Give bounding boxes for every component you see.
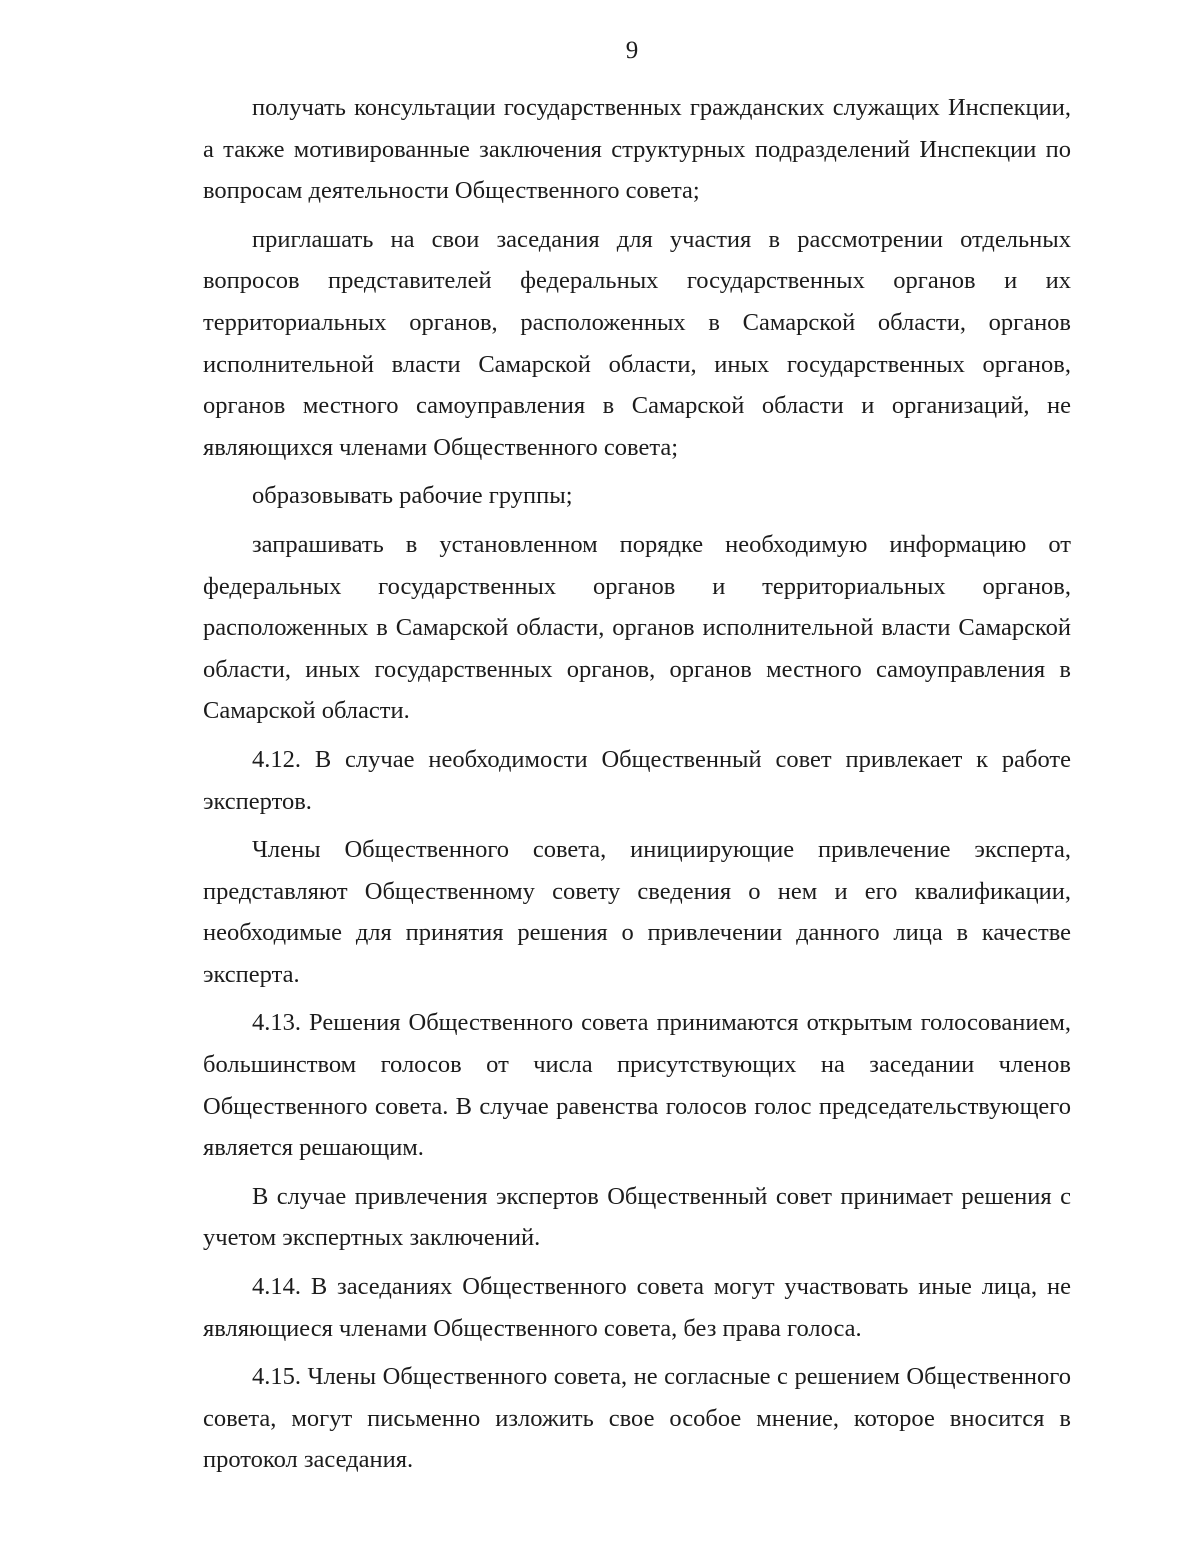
paragraph-working-groups: образовывать рабочие группы;: [252, 482, 573, 510]
paragraph-4-12: 4.12. В случае необходимости Общественный совет привлекает к работе экспертов.: [203, 745, 1071, 815]
paragraph-expert-conclusions: В случае привлечения экспертов Общественный совет принимает решения с учетом экспертных заключений.: [203, 1182, 1071, 1252]
paragraph-4-13: 4.13. Решения Общественного совета принимаются открытым голосованием, большинством голосов от числа присутствующих на заседании членов Общественного совета. В случае равенства голосов голос председательствующего является решающим.: [203, 1009, 1071, 1162]
paragraph-4-14: 4.14. В заседаниях Общественного совета могут участвовать иные лица, не являющиеся членами Общественного совета, без права голоса.: [203, 1273, 1071, 1342]
paragraph-consultations: получать консультации государственных гражданских служащих Инспекции, а также мотивированные заключения структурных подразделений Инспекции по вопросам деятельности Общественного совета;: [203, 94, 1071, 205]
paragraph-4-15: 4.15. Члены Общественного совета, не согласные с решением Общественного совета, могут письменно изложить свое особое мнение, которое вносится в протокол заседания.: [203, 1363, 1071, 1474]
paragraph-expert-info: Члены Общественного совета, инициирующие привлечение эксперта, представляют Общественному совету сведения о нем и его квалификации, необходимые для принятия решения о привлечении данного лица в качестве эксперта.: [203, 836, 1071, 988]
paragraph-invite-representatives: приглашать на свои заседания для участия в рассмотрении отдельных вопросов представителей федеральных государственных органов и их территориальных органов, расположенных в Самарской области, органов исполнительной власти Самарской области, иных государственных органов, органов местного самоуправления в Самарской области и организаций, не являющихся членами Общественного совета;: [203, 225, 1071, 461]
document-body: [203, 87, 1071, 1488]
page-number: 9: [625, 37, 639, 64]
paragraph-request-information: запрашивать в установленном порядке необходимую информацию от федеральных государственных органов и территориальных органов, расположенных в Самарской области, органов исполнительной власти Самарской области, иных государственных органов, органов местного самоуправления в Самарской области.: [203, 530, 1071, 725]
